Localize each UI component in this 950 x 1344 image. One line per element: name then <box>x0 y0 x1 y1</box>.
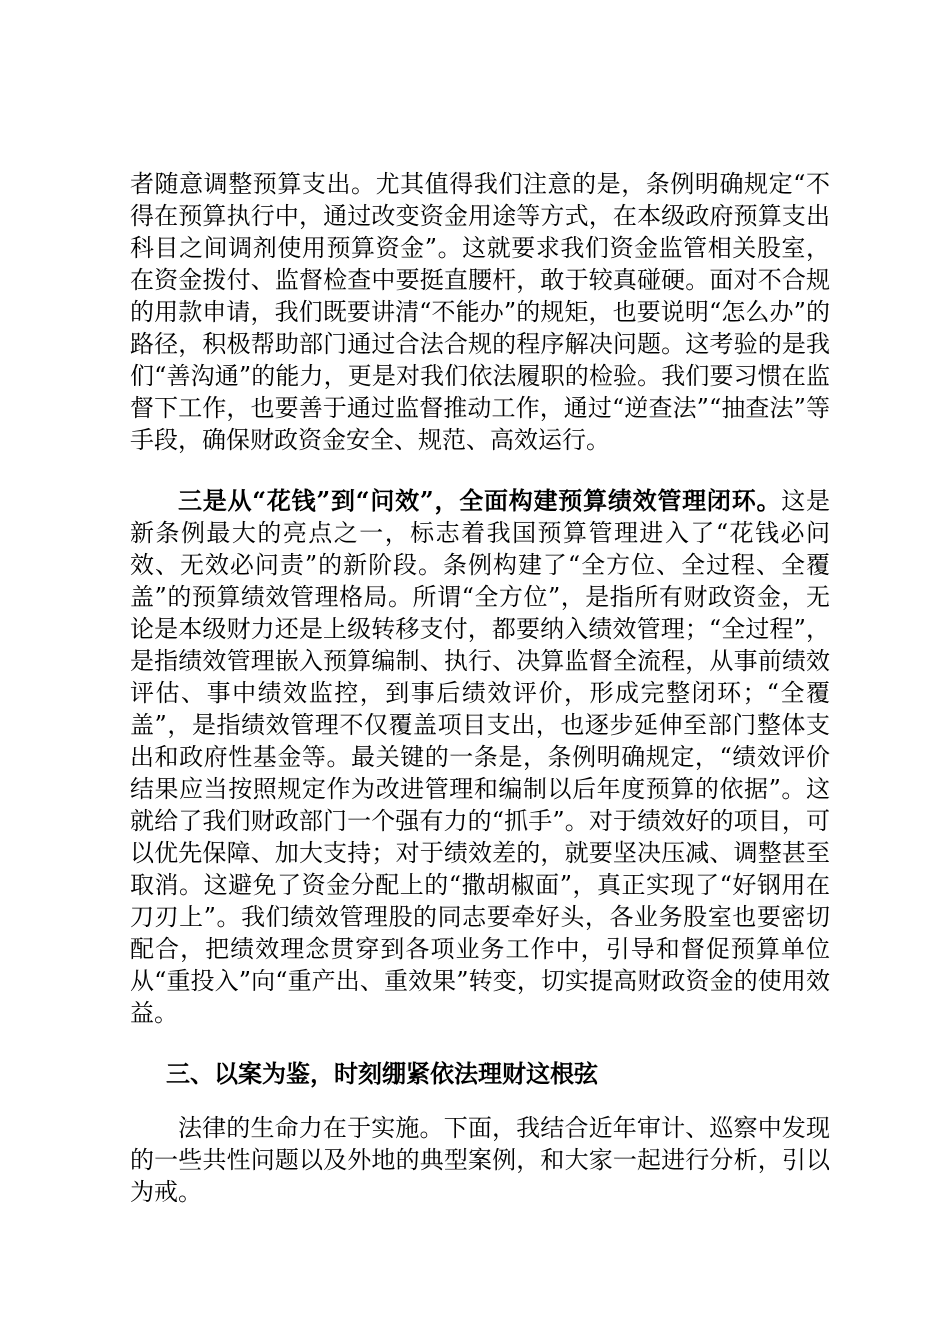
paragraph-lead-sentence: 三是从“花钱”到“问效”，全面构建预算绩效管理闭环。 <box>178 486 782 515</box>
document-page <box>130 168 830 1208</box>
paragraph-body-text: 这是新条例最大的亮点之一，标志着我国预算管理进入了“花钱必问效、无效必问责”的新阶段。条例构建了“全方位、全过程、全覆盖”的预算绩效管理格局。所谓“全方位”，是指所有财政资金，无论是本级财力还是上级转移支付，都要纳入绩效管理；“全过程”，是指绩效管理嵌入预算编制、执行、决算监督全流程，从事前绩效评估、事中绩效监控，到事后绩效评价，形成完整闭环；“全覆盖”，是指绩效管理不仅覆盖项目支出，也逐步延伸至部门整体支出和政府性基金等。最关键的一条是，条例明确规定，“绩效评价结果应当按照规定作为改进管理和编制以后年度预算的依据”。这就给了我们财政部门一个强有力的“抓手”。对于绩效好的项目，可以优先保障、加大支持；对于绩效差的，就要坚决压减、调整甚至取消。这避免了资金分配上的“撒胡椒面”，真正实现了“好钢用在刀刃上”。我们绩效管理股的同志要牵好头，各业务股室也要密切配合，把绩效理念贯穿到各项业务工作中，引导和督促预算单位从“重投入”向“重产出、重效果”转变，切实提高财政资金的使用效益。 <box>130 487 831 1027</box>
body-paragraph: 者随意调整预算支出。尤其值得我们注意的是，条例明确规定“不得在预算执行中，通过改变资金用途等方式，在本级政府预算支出科目之间调剂使用预算资金”。这就要求我们资金监管相关股室，在资金拨付、监督检查中要挺直腰杆，敢于较真碰硬。面对不合规的用款申请，我们既要讲清“不能办”的规矩，也要说明“怎么办”的路径，积极帮助部门通过合法合规的程序解决问题。这考验的是我们“善沟通”的能力，更是对我们依法履职的检验。我们要习惯在监督下工作，也要善于通过监督推动工作，通过“逆查法”“抽查法”等手段，确保财政资金安全、规范、高效运行。 <box>130 170 830 454</box>
body-paragraph-with-lead <box>130 485 830 1029</box>
body-paragraph: 法律的生命力在于实施。下面，我结合近年审计、巡察中发现的一些共性问题以及外地的典型案例，和大家一起进行分析，引以为戒。 <box>130 1114 830 1206</box>
section-heading: 三、以案为鉴，时刻绷紧依法理财这根弦 <box>166 1059 598 1088</box>
